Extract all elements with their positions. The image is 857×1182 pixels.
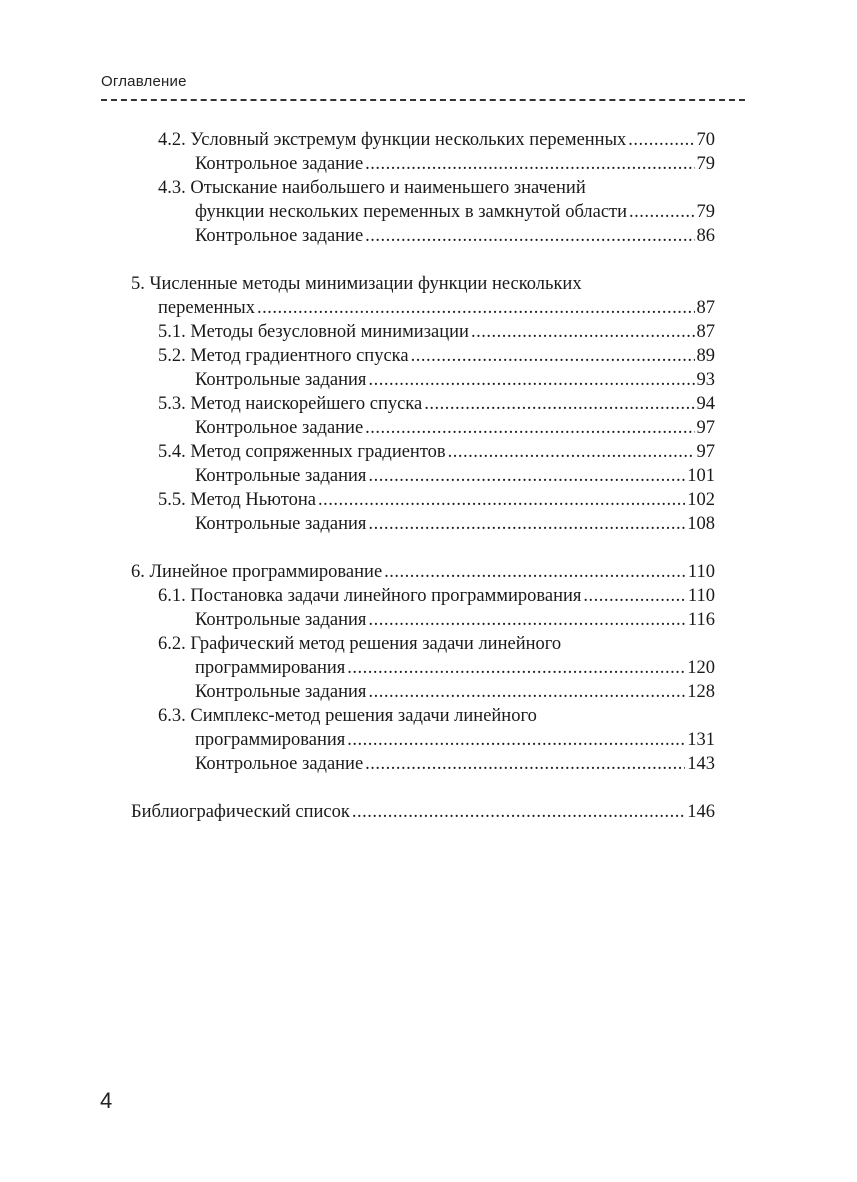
toc-gap [0,536,857,560]
toc-entry-page: 120 [687,658,715,678]
toc-entry-title: 4.2. Условный экстремум функции нескольких переменных [158,130,627,150]
toc-leader-dots [318,488,685,512]
toc-entry-title: 5.5. Метод Ньютона [158,490,316,510]
toc-leader-dots [368,512,685,536]
toc-entry-page: 93 [696,370,715,390]
toc-entry[interactable] [131,800,715,824]
toc-entry[interactable] [195,152,715,176]
toc-entry-page: 101 [687,466,715,486]
toc-entry-title: функции нескольких переменных в замкнутой области [195,202,628,222]
toc-entry[interactable] [195,416,715,440]
toc-entry-title: Контрольное задание [195,226,364,246]
toc-entry[interactable] [195,200,715,224]
toc-entry-page: 79 [696,202,715,222]
toc-entry-title: 6.3. Симплекс-метод решения задачи линейного [158,706,537,726]
header-rule [101,99,745,101]
toc-entry[interactable] [195,464,715,488]
toc-entry[interactable] [158,320,715,344]
toc-entry-page: 87 [696,322,715,342]
toc-leader-dots [352,800,685,824]
toc-entry-title: Контрольные задания [195,466,367,486]
toc-entry[interactable] [195,224,715,248]
table-of-contents [0,128,857,824]
toc-entry-page: 102 [687,490,715,510]
toc-entry[interactable] [195,512,715,536]
toc-leader-dots [347,728,685,752]
toc-entry-title: программирования [195,730,346,750]
toc-entry[interactable] [195,656,715,680]
toc-entry[interactable] [158,584,715,608]
toc-entry[interactable] [195,608,715,632]
toc-entry-page: 70 [696,130,715,150]
toc-leader-dots [347,656,685,680]
toc-leader-dots [257,296,695,320]
toc-entry[interactable] [158,392,715,416]
toc-entry-title: Контрольное задание [195,418,364,438]
toc-entry-title: 6. Линейное программирование [131,562,383,582]
toc-entry[interactable] [158,704,715,728]
toc-entry-page: 116 [687,610,715,630]
toc-entry-page: 79 [696,154,715,174]
toc-leader-dots [368,680,685,704]
toc-entry-page: 94 [696,394,715,414]
toc-entry-title: 4.3. Отыскание наибольшего и наименьшего значений [158,178,586,198]
toc-leader-dots [424,392,694,416]
toc-entry[interactable] [131,272,715,296]
toc-leader-dots [365,224,694,248]
toc-entry[interactable] [158,488,715,512]
toc-entry-title: 6.2. Графический метод решения задачи линейного [158,634,562,654]
toc-entry-title: 5.4. Метод сопряженных градиентов [158,442,446,462]
toc-entry[interactable] [158,296,715,320]
toc-entry-page: 97 [696,442,715,462]
toc-entry[interactable] [158,344,715,368]
toc-entry-page: 97 [696,418,715,438]
toc-gap [0,776,857,800]
toc-gap [0,248,857,272]
toc-entry[interactable] [195,680,715,704]
toc-leader-dots [628,128,694,152]
toc-leader-dots [629,200,694,224]
toc-entry-page: 89 [696,346,715,366]
toc-entry-title: Контрольные задания [195,514,367,534]
toc-entry-title: 6.1. Постановка задачи линейного программирования [158,586,582,606]
toc-entry-page: 110 [687,586,715,606]
toc-entry-page: 143 [687,754,715,774]
toc-entry-title: Контрольные задания [195,682,367,702]
toc-entry-title: переменных [158,298,255,318]
toc-leader-dots [368,608,685,632]
toc-entry-title: Контрольные задания [195,610,367,630]
toc-entry[interactable] [195,728,715,752]
toc-entry[interactable] [158,128,715,152]
toc-leader-dots [368,368,694,392]
toc-entry-title: 5.3. Метод наискорейшего спуска [158,394,423,414]
toc-entry-title: программирования [195,658,346,678]
toc-leader-dots [583,584,686,608]
toc-entry-title: Контрольное задание [195,154,364,174]
toc-entry[interactable] [158,632,715,656]
toc-entry-page: 108 [687,514,715,534]
toc-entry-title: Библиографический список [131,802,350,822]
toc-entry-page: 86 [696,226,715,246]
toc-entry-page: 131 [687,730,715,750]
toc-leader-dots [384,560,686,584]
toc-leader-dots [368,464,685,488]
toc-entry[interactable] [158,440,715,464]
toc-entry-title: Контрольное задание [195,754,364,774]
toc-entry-page: 87 [696,298,715,318]
running-head: Оглавление [101,73,187,90]
toc-entry-page: 128 [687,682,715,702]
toc-leader-dots [448,440,695,464]
toc-entry[interactable] [195,368,715,392]
toc-leader-dots [411,344,695,368]
toc-entry-title: 5. Численные методы минимизации функции нескольких [131,274,582,294]
toc-entry-title: 5.1. Методы безусловной минимизации [158,322,469,342]
toc-leader-dots [365,152,694,176]
toc-leader-dots [365,416,694,440]
toc-entry-title: 5.2. Метод градиентного спуска [158,346,409,366]
toc-leader-dots [365,752,685,776]
page-number: 4 [100,1088,113,1113]
toc-entry[interactable] [158,176,715,200]
toc-entry[interactable] [195,752,715,776]
toc-entry-page: 110 [687,562,715,582]
toc-entry-title: Контрольные задания [195,370,367,390]
toc-leader-dots [471,320,695,344]
toc-entry[interactable] [131,560,715,584]
toc-entry-page: 146 [687,802,715,822]
